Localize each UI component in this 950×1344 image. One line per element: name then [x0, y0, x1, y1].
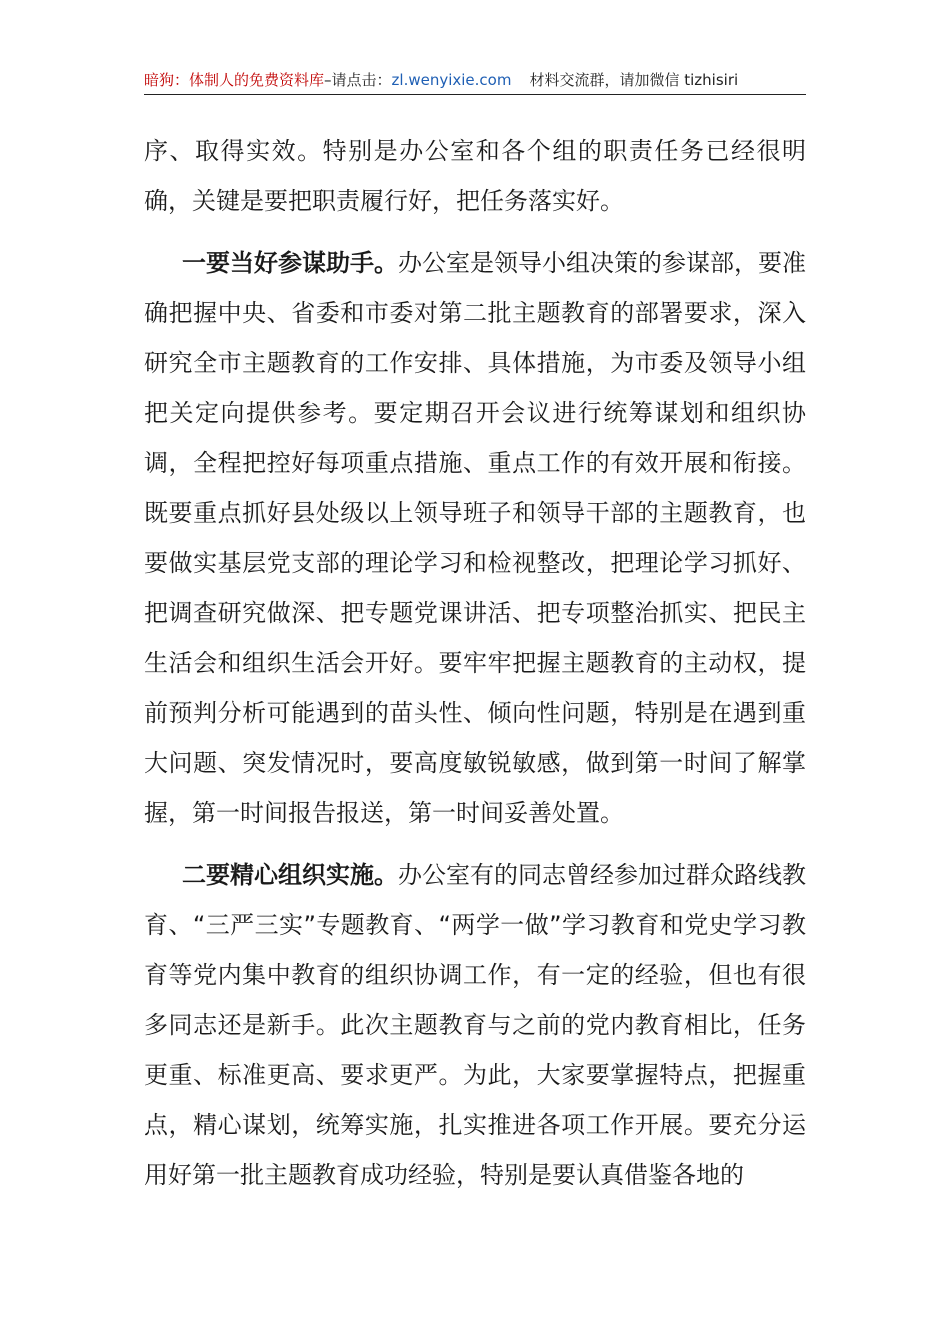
document-body: [144, 126, 806, 1200]
paragraph-continuation: [144, 126, 806, 226]
paragraph-text: 办公室有的同志曾经参加过群众路线教育、“三严三实”专题教育、“两学一做”学习教育和党史学习教育等党内集中教育的组织协调工作，有一定的经验，但也有很多同志还是新手。此次主题教育与之前的党内教育相比，任务更重、标准更高、要求更严。为此，大家要掌握特点，把握重点，精心谋划，统筹实施，扎实推进各项工作开展。要充分运用好第一批主题教育成功经验，特别是要认真借鉴各地的: [144, 861, 806, 1189]
paragraph-section-one: [144, 238, 806, 838]
header-link[interactable]: zl.wenyixie.com: [391, 71, 512, 89]
header-wechat-note: 材料交流群，请加微信 tizhisiri: [529, 71, 739, 89]
header-site-label: 暗狗：体制人的免费资料库: [144, 71, 325, 89]
paragraph-text: 办公室是领导小组决策的参谋部，要准确把握中央、省委和市委对第二批主题教育的部署要求，深入研究全市主题教育的工作安排、具体措施，为市委及领导小组把关定向提供参考。要定期召开会议进行统筹谋划和组织协调，全程把控好每项重点措施、重点工作的有效开展和衔接。既要重点抓好县处级以上领导班子和领导干部的主题教育，也要做实基层党支部的理论学习和检视整改，把理论学习抓好、把调查研究做深、把专题党课讲活、把专项整治抓实、把民主生活会和组织生活会开好。要牢牢把握主题教育的主动权，提前预判分析可能遇到的苗头性、倾向性问题，特别是在遇到重大问题、突发情况时，要高度敏锐敏感，做到第一时间了解掌握，第一时间报告报送，第一时间妥善处置。: [144, 249, 806, 827]
header-click-prompt: –请点击：: [324, 71, 392, 89]
paragraph-text: 序、取得实效。特别是办公室和各个组的职责任务已经很明确，关键是要把职责履行好，把任务落实好。: [144, 137, 806, 215]
section-heading: 一要当好参谋助手。: [182, 249, 398, 277]
paragraph-section-two: [144, 850, 806, 1200]
page-header: [144, 66, 806, 95]
section-heading: 二要精心组织实施。: [182, 861, 398, 889]
